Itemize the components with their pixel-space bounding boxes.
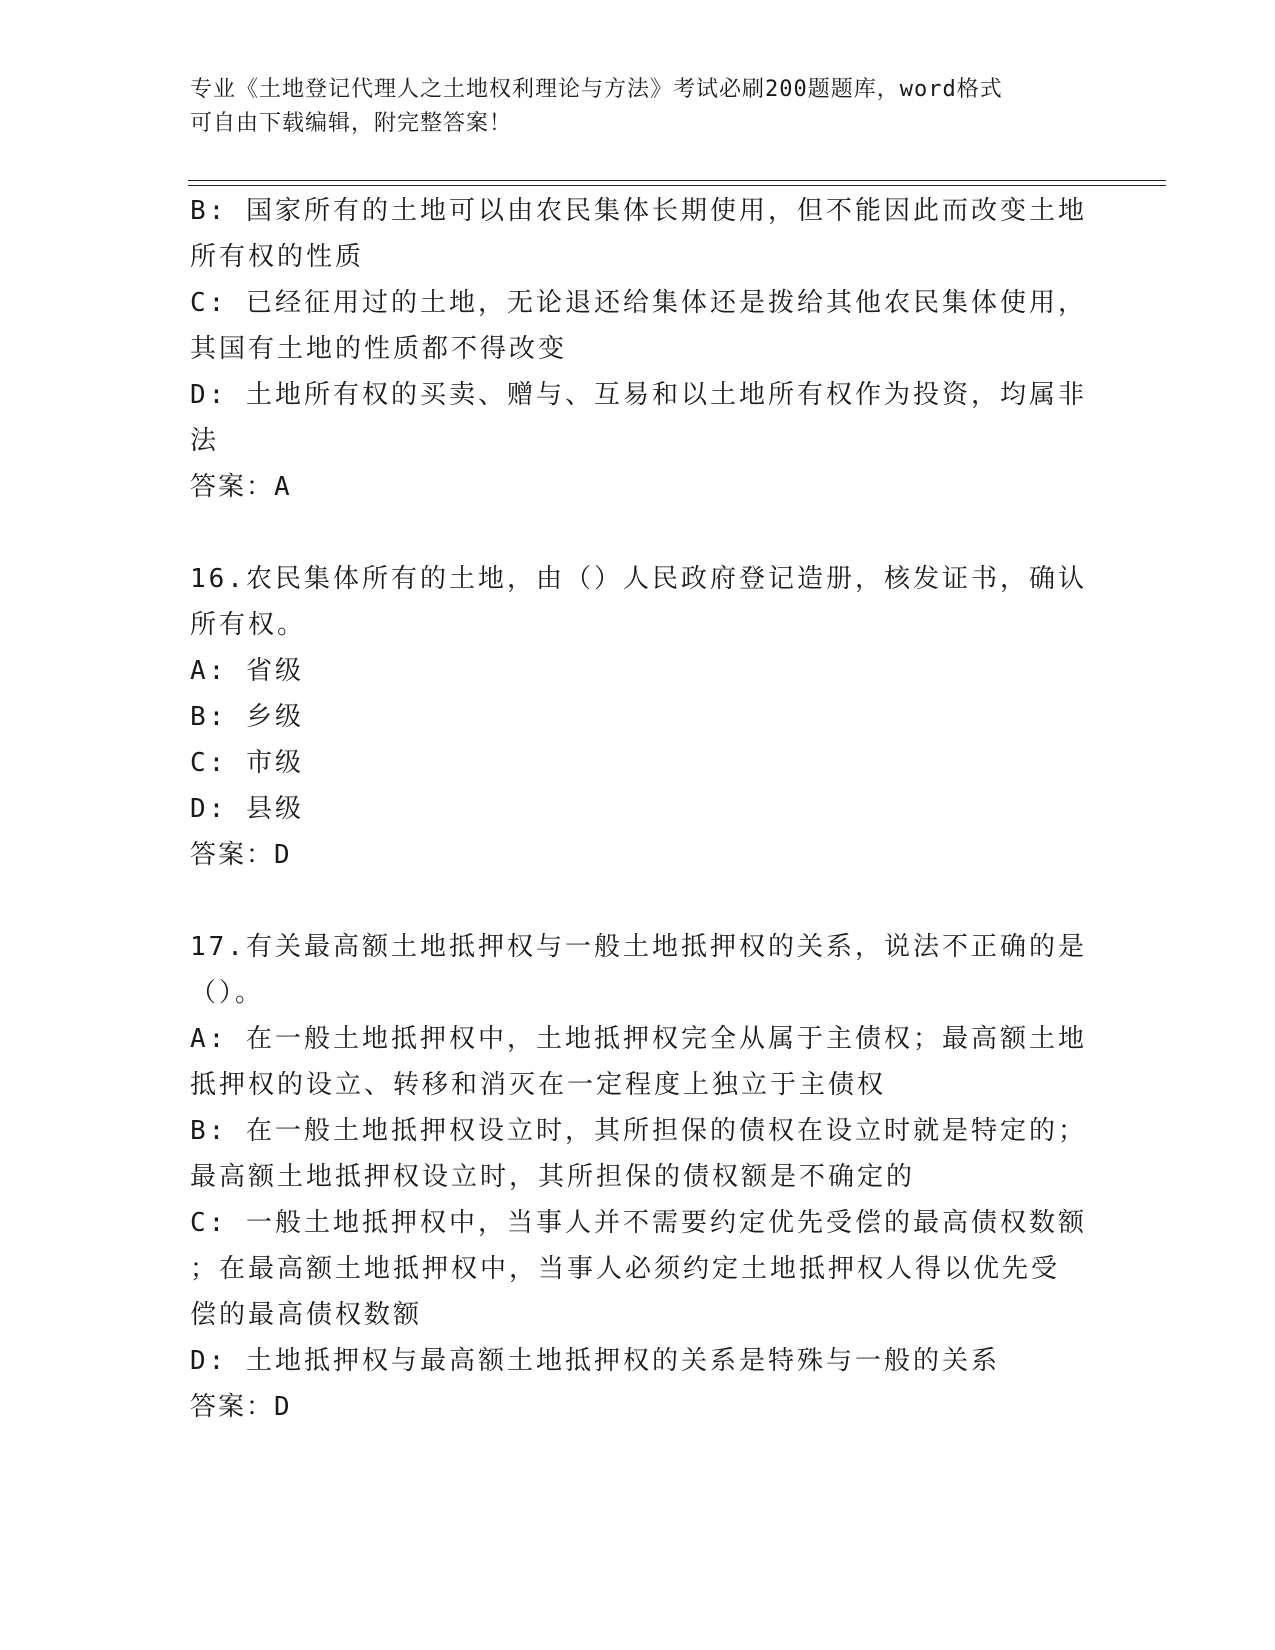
question-17-option-c-line-1: C: 一般土地抵押权中，当事人并不需要约定优先受偿的最高债权数额 bbox=[190, 1208, 1087, 1238]
spacer bbox=[190, 878, 1090, 924]
question-17-option-c-line-2: ；在最高额土地抵押权中，当事人必须约定土地抵押权人得以优先受 bbox=[190, 1254, 1061, 1284]
question-17-stem-line-2: （）。 bbox=[190, 978, 265, 1008]
answer-label: 答案：A bbox=[190, 472, 292, 502]
option-c-line-1: C: 已经征用过的土地，无论退还给集体还是拨给其他农民集体使用， bbox=[190, 288, 1087, 318]
option-d-line-2: 法 bbox=[190, 426, 220, 456]
question-16-stem-line-2: 所有权。 bbox=[190, 610, 307, 640]
spacer bbox=[190, 510, 1090, 556]
option-c-line-2: 其国有土地的性质都不得改变 bbox=[190, 334, 568, 364]
question-17-answer: 答案：D bbox=[190, 1392, 292, 1422]
question-content bbox=[190, 188, 1090, 1430]
question-17-option-a-line-2: 抵押权的设立、转移和消灭在一定程度上独立于主债权 bbox=[190, 1070, 887, 1100]
question-16-option-c: C: 市级 bbox=[190, 748, 304, 778]
question-17-option-c-line-3: 偿的最高债权数额 bbox=[190, 1300, 423, 1330]
question-16-option-b: B: 乡级 bbox=[190, 702, 304, 732]
header-divider-top bbox=[188, 180, 1166, 181]
header-title-line-2: 可自由下载编辑，附完整答案！ bbox=[190, 111, 513, 136]
question-17-option-b-line-2: 最高额土地抵押权设立时，其所担保的债权额是不确定的 bbox=[190, 1162, 916, 1192]
option-d-line-1: D: 土地所有权的买卖、赠与、互易和以土地所有权作为投资，均属非 bbox=[190, 380, 1087, 410]
question-17-option-d: D: 土地抵押权与最高额土地抵押权的关系是特殊与一般的关系 bbox=[190, 1346, 1000, 1376]
question-16-stem-line-1: 16.农民集体所有的土地，由（）人民政府登记造册，核发证书，确认 bbox=[190, 564, 1087, 594]
question-17-option-b-line-1: B: 在一般土地抵押权设立时，其所担保的债权在设立时就是特定的； bbox=[190, 1116, 1087, 1146]
option-b-line-2: 所有权的性质 bbox=[190, 242, 365, 272]
question-17-block bbox=[190, 924, 1090, 1430]
question-16-answer: 答案：D bbox=[190, 840, 292, 870]
question-17-option-a-line-1: A: 在一般土地抵押权中，土地抵押权完全从属于主债权；最高额土地 bbox=[190, 1024, 1087, 1054]
document-header bbox=[190, 73, 1090, 141]
question-16-option-d: D: 县级 bbox=[190, 794, 304, 824]
header-title-line-1: 专业《土地登记代理人之土地权利理论与方法》考试必刷200题题库，word格式 bbox=[190, 77, 1003, 102]
question-17-stem-line-1: 17.有关最高额土地抵押权与一般土地抵押权的关系，说法不正确的是 bbox=[190, 932, 1087, 962]
question-16-option-a: A: 省级 bbox=[190, 656, 304, 686]
header-divider-bottom bbox=[188, 185, 1166, 186]
option-b-line-1: B: 国家所有的土地可以由农民集体长期使用，但不能因此而改变土地 bbox=[190, 196, 1087, 226]
prev-question-block bbox=[190, 188, 1090, 510]
question-16-block bbox=[190, 556, 1090, 878]
